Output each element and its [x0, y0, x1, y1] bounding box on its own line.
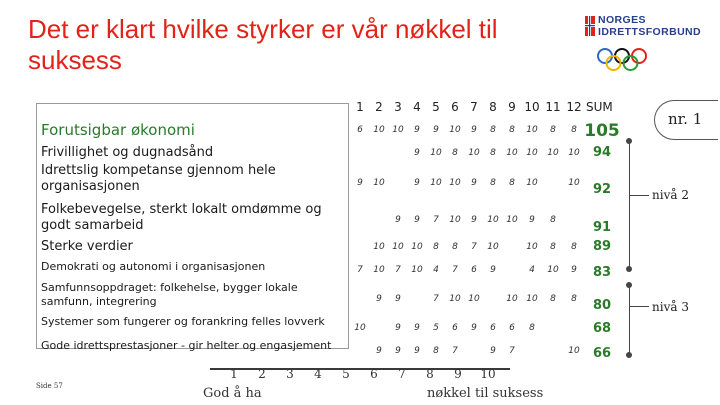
col-header-12: 12 — [566, 100, 582, 114]
row-label-0: Forutsigbar økonomi — [41, 121, 195, 139]
score-cell-r1-c11: 10 — [547, 148, 559, 158]
score-cell-r1-c6: 8 — [452, 148, 458, 158]
col-header-2: 2 — [375, 100, 383, 114]
score-cell-r4-c12: 8 — [571, 242, 577, 252]
score-cell-r2-c8: 8 — [490, 178, 496, 188]
score-cell-r0-c7: 9 — [471, 125, 477, 135]
score-cell-r8-c4: 9 — [414, 346, 420, 356]
score-cell-r7-c9: 6 — [509, 323, 515, 333]
row-label-6: Samfunnsoppdraget: folkehelse, bygger lokale samfunn, integrering — [41, 281, 298, 308]
score-cell-r7-c3: 9 — [395, 323, 401, 333]
niva2-bracket-line — [629, 141, 630, 269]
row-label-7: Systemer som fungerer og forankring felles lovverk — [41, 315, 325, 328]
score-cell-r8-c5: 8 — [433, 346, 439, 356]
score-cell-r8-c2: 9 — [376, 346, 382, 356]
row-sum-2: 92 — [592, 182, 612, 197]
score-cell-r4-c7: 7 — [471, 242, 477, 252]
score-cell-r5-c5: 4 — [433, 265, 439, 275]
score-cell-r6-c2: 9 — [376, 294, 382, 304]
row-sum-8: 66 — [592, 346, 612, 361]
score-cell-r4-c6: 8 — [452, 242, 458, 252]
slide-title: Det er klart hvilke styrker er vår nøkkel til suksess — [28, 14, 498, 75]
scale-tick-2: 2 — [258, 367, 266, 381]
logo-text-idrettsforbund: IDRETTSFORBUND — [598, 26, 702, 38]
scale-tick-9: 9 — [454, 367, 462, 381]
score-cell-r6-c12: 8 — [571, 294, 577, 304]
score-cell-r5-c4: 10 — [411, 265, 423, 275]
col-header-6: 6 — [451, 100, 459, 114]
row-label-2: Idrettslig kompetanse gjennom hele organisasjonen — [41, 163, 276, 194]
score-cell-r3-c5: 7 — [433, 215, 439, 225]
col-header-sum: SUM — [586, 100, 613, 114]
niva3-connector — [629, 306, 649, 307]
score-cell-r3-c6: 10 — [449, 215, 461, 225]
score-cell-r3-c8: 10 — [487, 215, 499, 225]
rank-nr1-label: nr. 1 — [668, 110, 703, 128]
score-cell-r6-c6: 10 — [449, 294, 461, 304]
logo-text-norges: NORGES — [598, 14, 646, 26]
score-cell-r2-c6: 10 — [449, 178, 461, 188]
col-header-8: 8 — [489, 100, 497, 114]
score-cell-r5-c10: 4 — [529, 265, 535, 275]
score-cell-r0-c10: 10 — [526, 125, 538, 135]
nif-logo — [584, 14, 704, 76]
score-cell-r8-c6: 7 — [452, 346, 458, 356]
row-sum-5: 83 — [592, 265, 612, 280]
score-cell-r8-c12: 10 — [568, 346, 580, 356]
col-header-3: 3 — [394, 100, 402, 114]
niva3-cap-bottom — [626, 352, 632, 358]
norway-flag-icon — [585, 16, 595, 36]
score-cell-r0-c11: 8 — [550, 125, 556, 135]
score-cell-r0-c1: 6 — [357, 125, 363, 135]
scale-tick-6: 6 — [370, 367, 378, 381]
strength-list-panel — [36, 103, 349, 352]
score-cell-r0-c9: 8 — [509, 125, 515, 135]
score-cell-r1-c4: 9 — [414, 148, 420, 158]
scale-tick-5: 5 — [342, 367, 350, 381]
col-header-11: 11 — [545, 100, 561, 114]
scale-right-label: nøkkel til suksess — [427, 386, 544, 401]
score-cell-r3-c9: 10 — [506, 215, 518, 225]
score-cell-r8-c3: 9 — [395, 346, 401, 356]
score-cell-r8-c8: 9 — [490, 346, 496, 356]
score-cell-r4-c2: 10 — [373, 242, 385, 252]
row-sum-7: 68 — [592, 321, 612, 336]
score-cell-r0-c4: 9 — [414, 125, 420, 135]
score-cell-r7-c5: 5 — [433, 323, 439, 333]
score-cell-r4-c8: 10 — [487, 242, 499, 252]
scale-tick-4: 4 — [314, 367, 322, 381]
score-cell-r8-c9: 7 — [509, 346, 515, 356]
col-header-5: 5 — [432, 100, 440, 114]
niva2-connector — [629, 195, 649, 196]
niva2-cap-top — [626, 138, 632, 144]
score-cell-r2-c7: 9 — [471, 178, 477, 188]
page-number: Side 57 — [36, 382, 63, 390]
col-header-10: 10 — [524, 100, 540, 114]
score-cell-r5-c12: 9 — [571, 265, 577, 275]
score-cell-r7-c10: 8 — [529, 323, 535, 333]
score-cell-r6-c3: 9 — [395, 294, 401, 304]
row-label-1: Frivillighet og dugnadsånd — [41, 145, 214, 160]
score-cell-r2-c5: 10 — [430, 178, 442, 188]
score-cell-r1-c9: 10 — [506, 148, 518, 158]
score-cell-r0-c3: 10 — [392, 125, 404, 135]
score-cell-r5-c11: 10 — [547, 265, 559, 275]
score-cell-r5-c2: 10 — [373, 265, 385, 275]
scale-tick-3: 3 — [286, 367, 294, 381]
score-cell-r0-c6: 10 — [449, 125, 461, 135]
score-cell-r4-c10: 10 — [526, 242, 538, 252]
score-cell-r0-c12: 8 — [571, 125, 577, 135]
score-cell-r3-c10: 9 — [529, 215, 535, 225]
col-header-9: 9 — [508, 100, 516, 114]
niva3-bracket-line — [629, 285, 630, 355]
scale-tick-1: 1 — [230, 367, 238, 381]
score-cell-r6-c7: 10 — [468, 294, 480, 304]
row-label-5: Demokrati og autonomi i organisasjonen — [41, 260, 266, 273]
score-cell-r2-c1: 9 — [357, 178, 363, 188]
scale-tick-7: 7 — [398, 367, 406, 381]
score-cell-r1-c10: 10 — [526, 148, 538, 158]
niva3-cap-top — [626, 282, 632, 288]
row-label-8: Gode idrettsprestasjoner - gir helter og engasjement — [41, 339, 332, 352]
score-cell-r1-c7: 10 — [468, 148, 480, 158]
score-cell-r0-c5: 9 — [433, 125, 439, 135]
score-cell-r6-c10: 10 — [526, 294, 538, 304]
rank-niva3-label: nivå 3 — [652, 300, 689, 314]
score-cell-r4-c11: 8 — [550, 242, 556, 252]
score-cell-r1-c5: 10 — [430, 148, 442, 158]
niva2-cap-bottom — [626, 266, 632, 272]
score-cell-r0-c8: 8 — [490, 125, 496, 135]
olympic-rings-icon — [596, 46, 648, 74]
row-sum-6: 80 — [592, 298, 612, 313]
score-cell-r3-c3: 9 — [395, 215, 401, 225]
score-cell-r1-c8: 8 — [490, 148, 496, 158]
score-cell-r5-c1: 7 — [357, 265, 363, 275]
score-cell-r7-c7: 9 — [471, 323, 477, 333]
scale-tick-10: 10 — [480, 367, 496, 381]
score-cell-r1-c12: 10 — [568, 148, 580, 158]
score-cell-r2-c12: 10 — [568, 178, 580, 188]
score-cell-r6-c5: 7 — [433, 294, 439, 304]
score-cell-r3-c11: 8 — [550, 215, 556, 225]
score-cell-r5-c3: 7 — [395, 265, 401, 275]
score-cell-r4-c5: 8 — [433, 242, 439, 252]
score-cell-r7-c6: 6 — [452, 323, 458, 333]
col-header-7: 7 — [470, 100, 478, 114]
score-cell-r0-c2: 10 — [373, 125, 385, 135]
rank-niva2-label: nivå 2 — [652, 188, 689, 202]
row-label-4: Sterke verdier — [41, 239, 133, 254]
score-cell-r2-c10: 10 — [526, 178, 538, 188]
row-sum-1: 94 — [592, 145, 612, 160]
score-cell-r6-c9: 10 — [506, 294, 518, 304]
row-sum-4: 89 — [592, 239, 612, 254]
score-cell-r7-c8: 6 — [490, 323, 496, 333]
score-cell-r5-c8: 9 — [490, 265, 496, 275]
score-cell-r3-c7: 9 — [471, 215, 477, 225]
score-cell-r4-c3: 10 — [392, 242, 404, 252]
score-cell-r3-c4: 9 — [414, 215, 420, 225]
score-cell-r7-c1: 10 — [354, 323, 366, 333]
score-cell-r2-c9: 8 — [509, 178, 515, 188]
col-header-4: 4 — [413, 100, 421, 114]
col-header-1: 1 — [356, 100, 364, 114]
score-cell-r2-c4: 9 — [414, 178, 420, 188]
row-sum-0: 105 — [584, 121, 620, 141]
scale-left-label: God å ha — [203, 386, 262, 401]
score-cell-r5-c7: 6 — [471, 265, 477, 275]
score-cell-r2-c2: 10 — [373, 178, 385, 188]
score-cell-r7-c4: 9 — [414, 323, 420, 333]
score-cell-r6-c11: 8 — [550, 294, 556, 304]
row-sum-3: 91 — [592, 220, 612, 235]
scale-tick-8: 8 — [426, 367, 434, 381]
row-label-3: Folkebevegelse, sterkt lokalt omdømme og godt samarbeid — [41, 202, 322, 233]
score-cell-r5-c6: 7 — [452, 265, 458, 275]
score-cell-r4-c4: 10 — [411, 242, 423, 252]
